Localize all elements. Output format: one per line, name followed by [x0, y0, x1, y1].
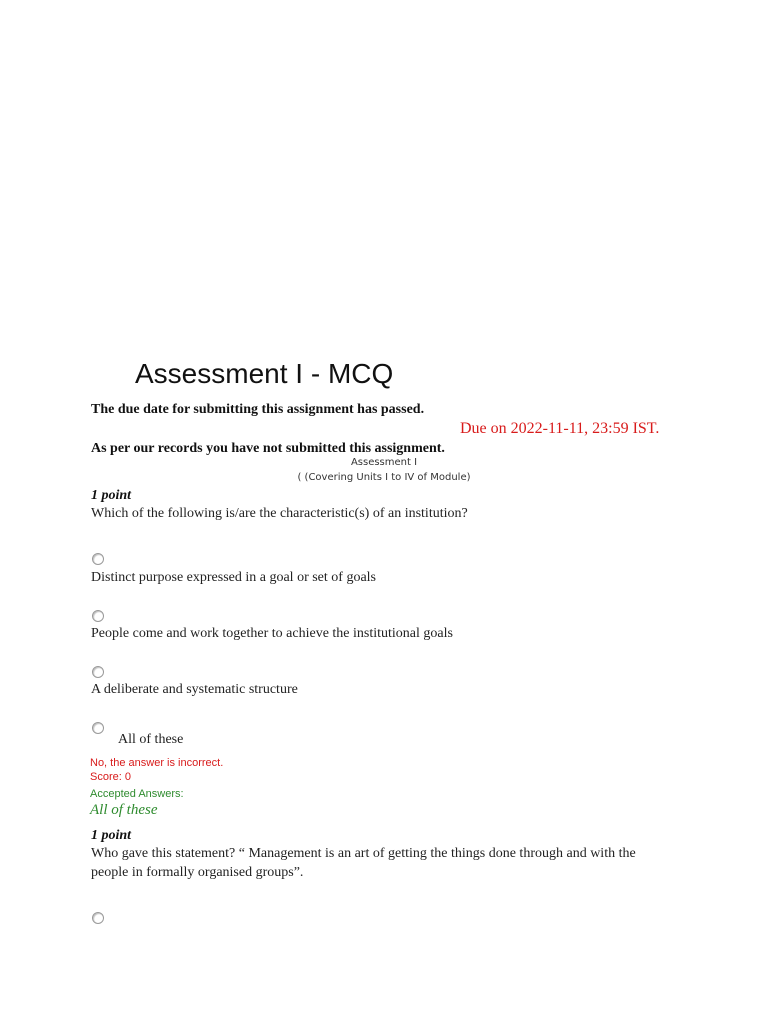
accepted-answers-label: Accepted Answers:: [90, 788, 184, 800]
option-text: Distinct purpose expressed in a goal or set of goals: [91, 570, 376, 585]
assessment-subtitle: Assessment I: [350, 457, 418, 468]
radio-option-2[interactable]: [92, 610, 104, 622]
radio-option-1[interactable]: [92, 912, 104, 924]
assignment-title: Assessment I - MCQ: [135, 358, 394, 389]
question-text-line-2: people in formally organised groups”.: [91, 865, 304, 880]
radio-option-1[interactable]: [92, 553, 104, 565]
due-date-passed-notice: The due date for submitting this assignment has passed.: [91, 402, 425, 417]
assessment-coverage: ( (Covering Units I to IV of Module): [297, 472, 471, 483]
question-points: 1 point: [91, 828, 132, 843]
option-text: A deliberate and systematic structure: [91, 682, 298, 697]
option-text: All of these: [118, 732, 184, 747]
option-text: People come and work together to achieve the institutional goals: [91, 626, 453, 641]
question-text-line-1: Who gave this statement? “ Management is an art of getting the things done through and with the: [91, 846, 636, 861]
radio-option-4[interactable]: [92, 722, 104, 734]
radio-option-3[interactable]: [92, 666, 104, 678]
question-text: Which of the following is/are the characteristic(s) of an institution?: [91, 506, 468, 521]
due-date: Due on 2022-11-11, 23:59 IST.: [460, 420, 660, 437]
score: Score: 0: [90, 771, 131, 783]
not-submitted-notice: As per our records you have not submitted this assignment.: [91, 441, 445, 456]
question-points: 1 point: [91, 488, 132, 503]
accepted-answer: All of these: [90, 802, 158, 818]
incorrect-feedback: No, the answer is incorrect.: [90, 757, 224, 769]
